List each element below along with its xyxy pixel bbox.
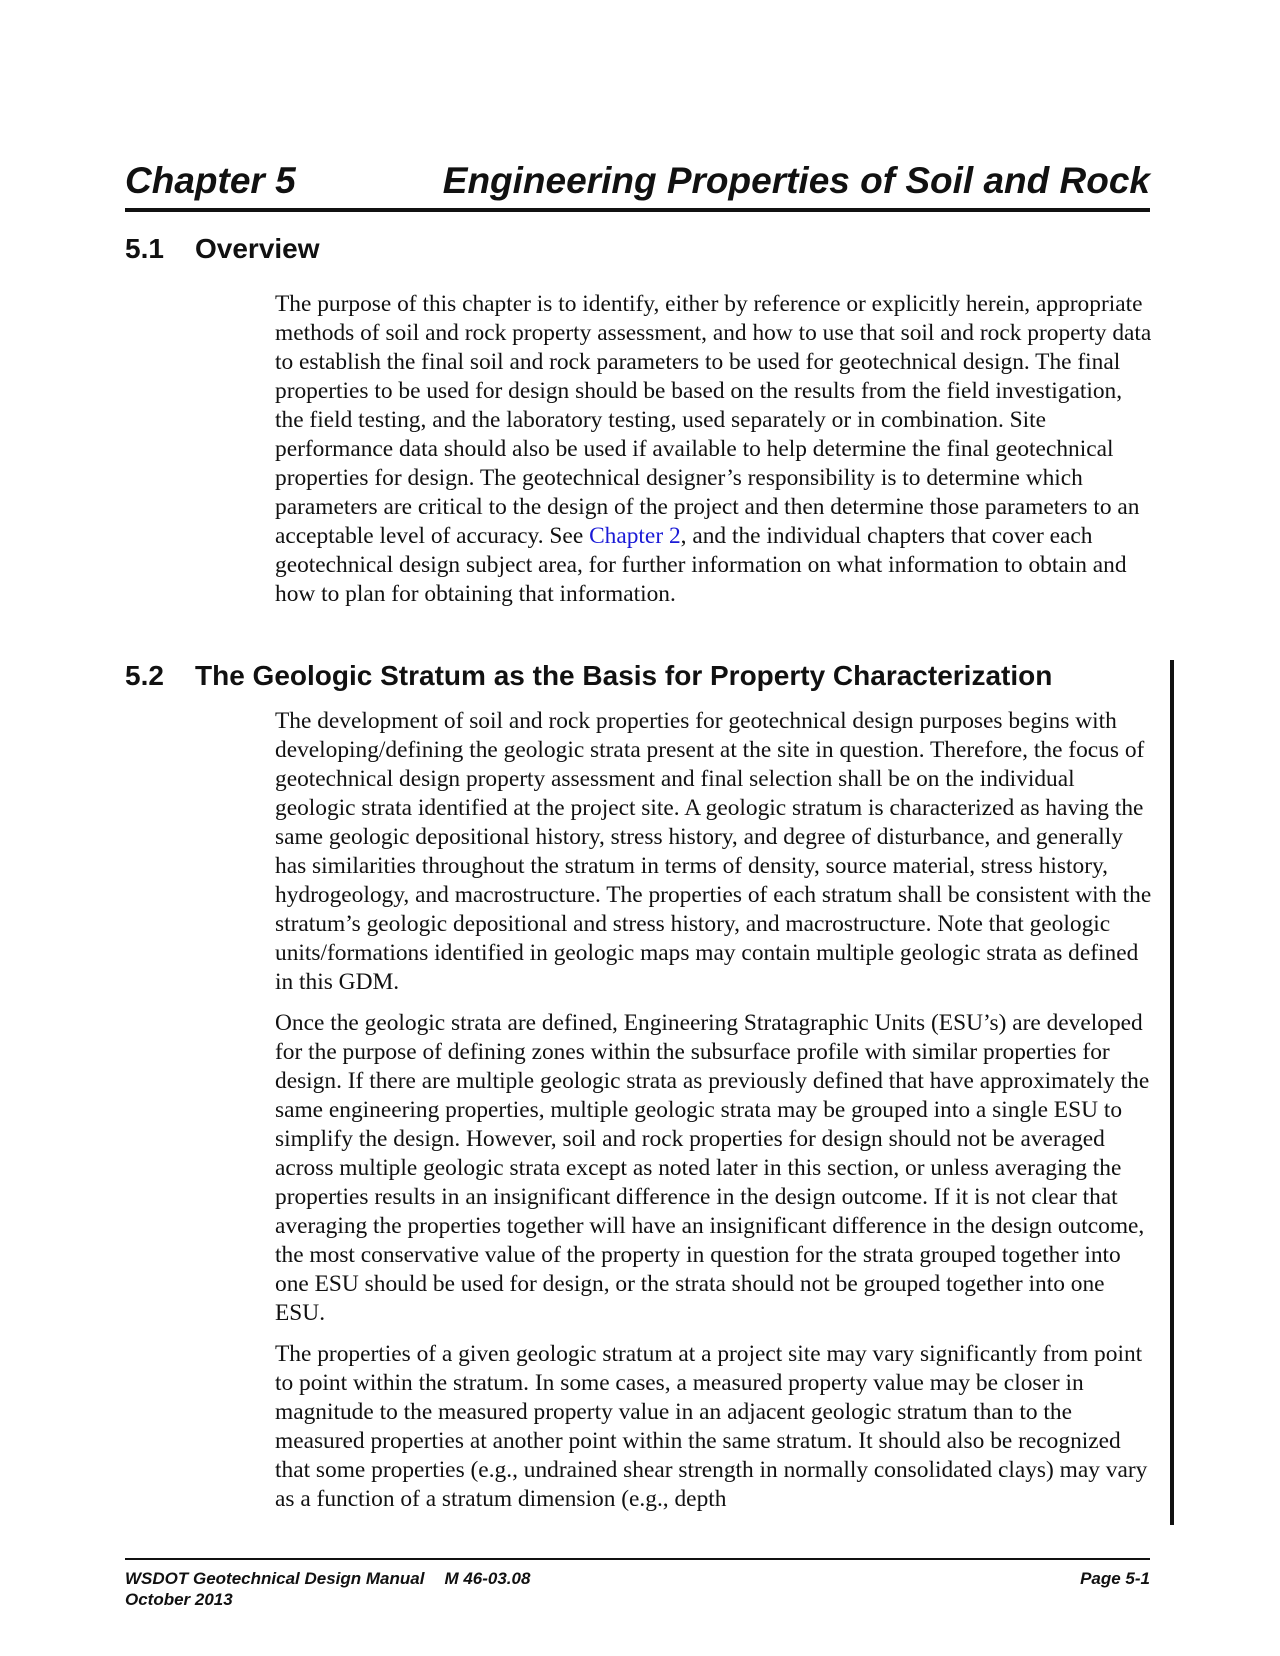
section-heading-geologic-stratum [125, 659, 1052, 693]
paragraph: The properties of a given geologic stratum at a project site may vary significantly from point to point within the stratum. In some cases, a measured property value may be closer in magnitude to the measured property value in an adjacent geologic stratum than to the measured properties at another point within the same stratum. It should also be recognized that some properties (e.g., undrained shear strength in normally consolidated clays) may vary as a function of a stratum dimension (e.g., depth [275, 1341, 1148, 1512]
section-body-overview [275, 290, 1155, 621]
section-number: 5.1 [125, 233, 164, 264]
footer-date: October 2013 [125, 1590, 233, 1609]
paragraph [275, 290, 1155, 609]
page-footer [125, 1568, 1150, 1610]
footer-manual-code: M 46-03.08 [444, 1569, 531, 1588]
paragraph-text: The purpose of this chapter is to identify, either by reference or explicitly herein, appropriate methods of soil and rock property assessment, and how to use that soil and rock property data to establish the final soil and rock parameters to be used for geotechnical design. The final properties to be used for design should be based on the results from the field investigation, the field testing, and the laboratory testing, used separately or in combination. Site performance data should also be used if available to help determine the final geotechnical properties for design. The geotechnical designer’s responsibility is to determine which parameters are critical to the design of the project and then determine those parameters to an acceptable level of accuracy. See [275, 291, 1152, 549]
section-number: 5.2 [125, 660, 164, 691]
paragraph: Once the geologic strata are defined, Engineering Stratagraphic Units (ESU’s) are developed for the purpose of defining zones within the subsurface profile with similar properties for design. If there are multiple geologic strata as previously defined that have approximately the same engineering properties, multiple geologic strata may be grouped into a single ESU to simplify the design. However, soil and rock properties for design should not be averaged across multiple geologic strata except as noted later in this section, or unless averaging the properties results in an insignificant difference in the design outcome. If it is not clear that averaging the properties together will have an insignificant difference in the design outcome, the most conservative value of the property in question for the strata grouped together into one ESU should be used for design, or the strata should not be grouped together into one ESU. [275, 1010, 1150, 1326]
section-title: Overview [195, 233, 320, 264]
revision-change-bar [1170, 660, 1174, 1525]
footer-manual-title: WSDOT Geotechnical Design Manual [125, 1569, 425, 1588]
footer-line-1 [125, 1568, 1150, 1589]
paragraph-text: , and the individual chapters that cover each geotechnical design subject area, for further information on what information to obtain and how to plan for obtaining that information. [275, 523, 1127, 607]
footer-page-number: Page 5-1 [1080, 1569, 1150, 1588]
chapter-2-link[interactable]: Chapter 2 [589, 523, 681, 549]
chapter-title: Engineering Properties of Soil and Rock [442, 160, 1150, 201]
paragraph: The development of soil and rock properties for geotechnical design purposes begins with developing/defining the geologic strata present at the site in question. Therefore, the focus of geotechnical design property assessment and final selection shall be on the individual geologic strata identified at the project site. A geologic stratum is characterized as having the same geologic depositional history, stress history, and degree of disturbance, and generally has similarities throughout the stratum in terms of density, source material, stress history, hydrogeology, and macrostructure. The properties of each stratum shall be consistent with the stratum’s geologic depositional and stress history, and macrostructure. Note that geologic units/formations identified in geologic maps may contain multiple geologic strata as defined in this GDM. [275, 708, 1152, 995]
footer-rule [125, 1558, 1150, 1560]
section-body-geologic-stratum [275, 707, 1155, 1526]
chapter-header [125, 158, 1150, 212]
section-title: The Geologic Stratum as the Basis for Property Characterization [195, 660, 1053, 691]
section-heading-overview [125, 232, 320, 266]
chapter-number: Chapter 5 [125, 160, 296, 201]
